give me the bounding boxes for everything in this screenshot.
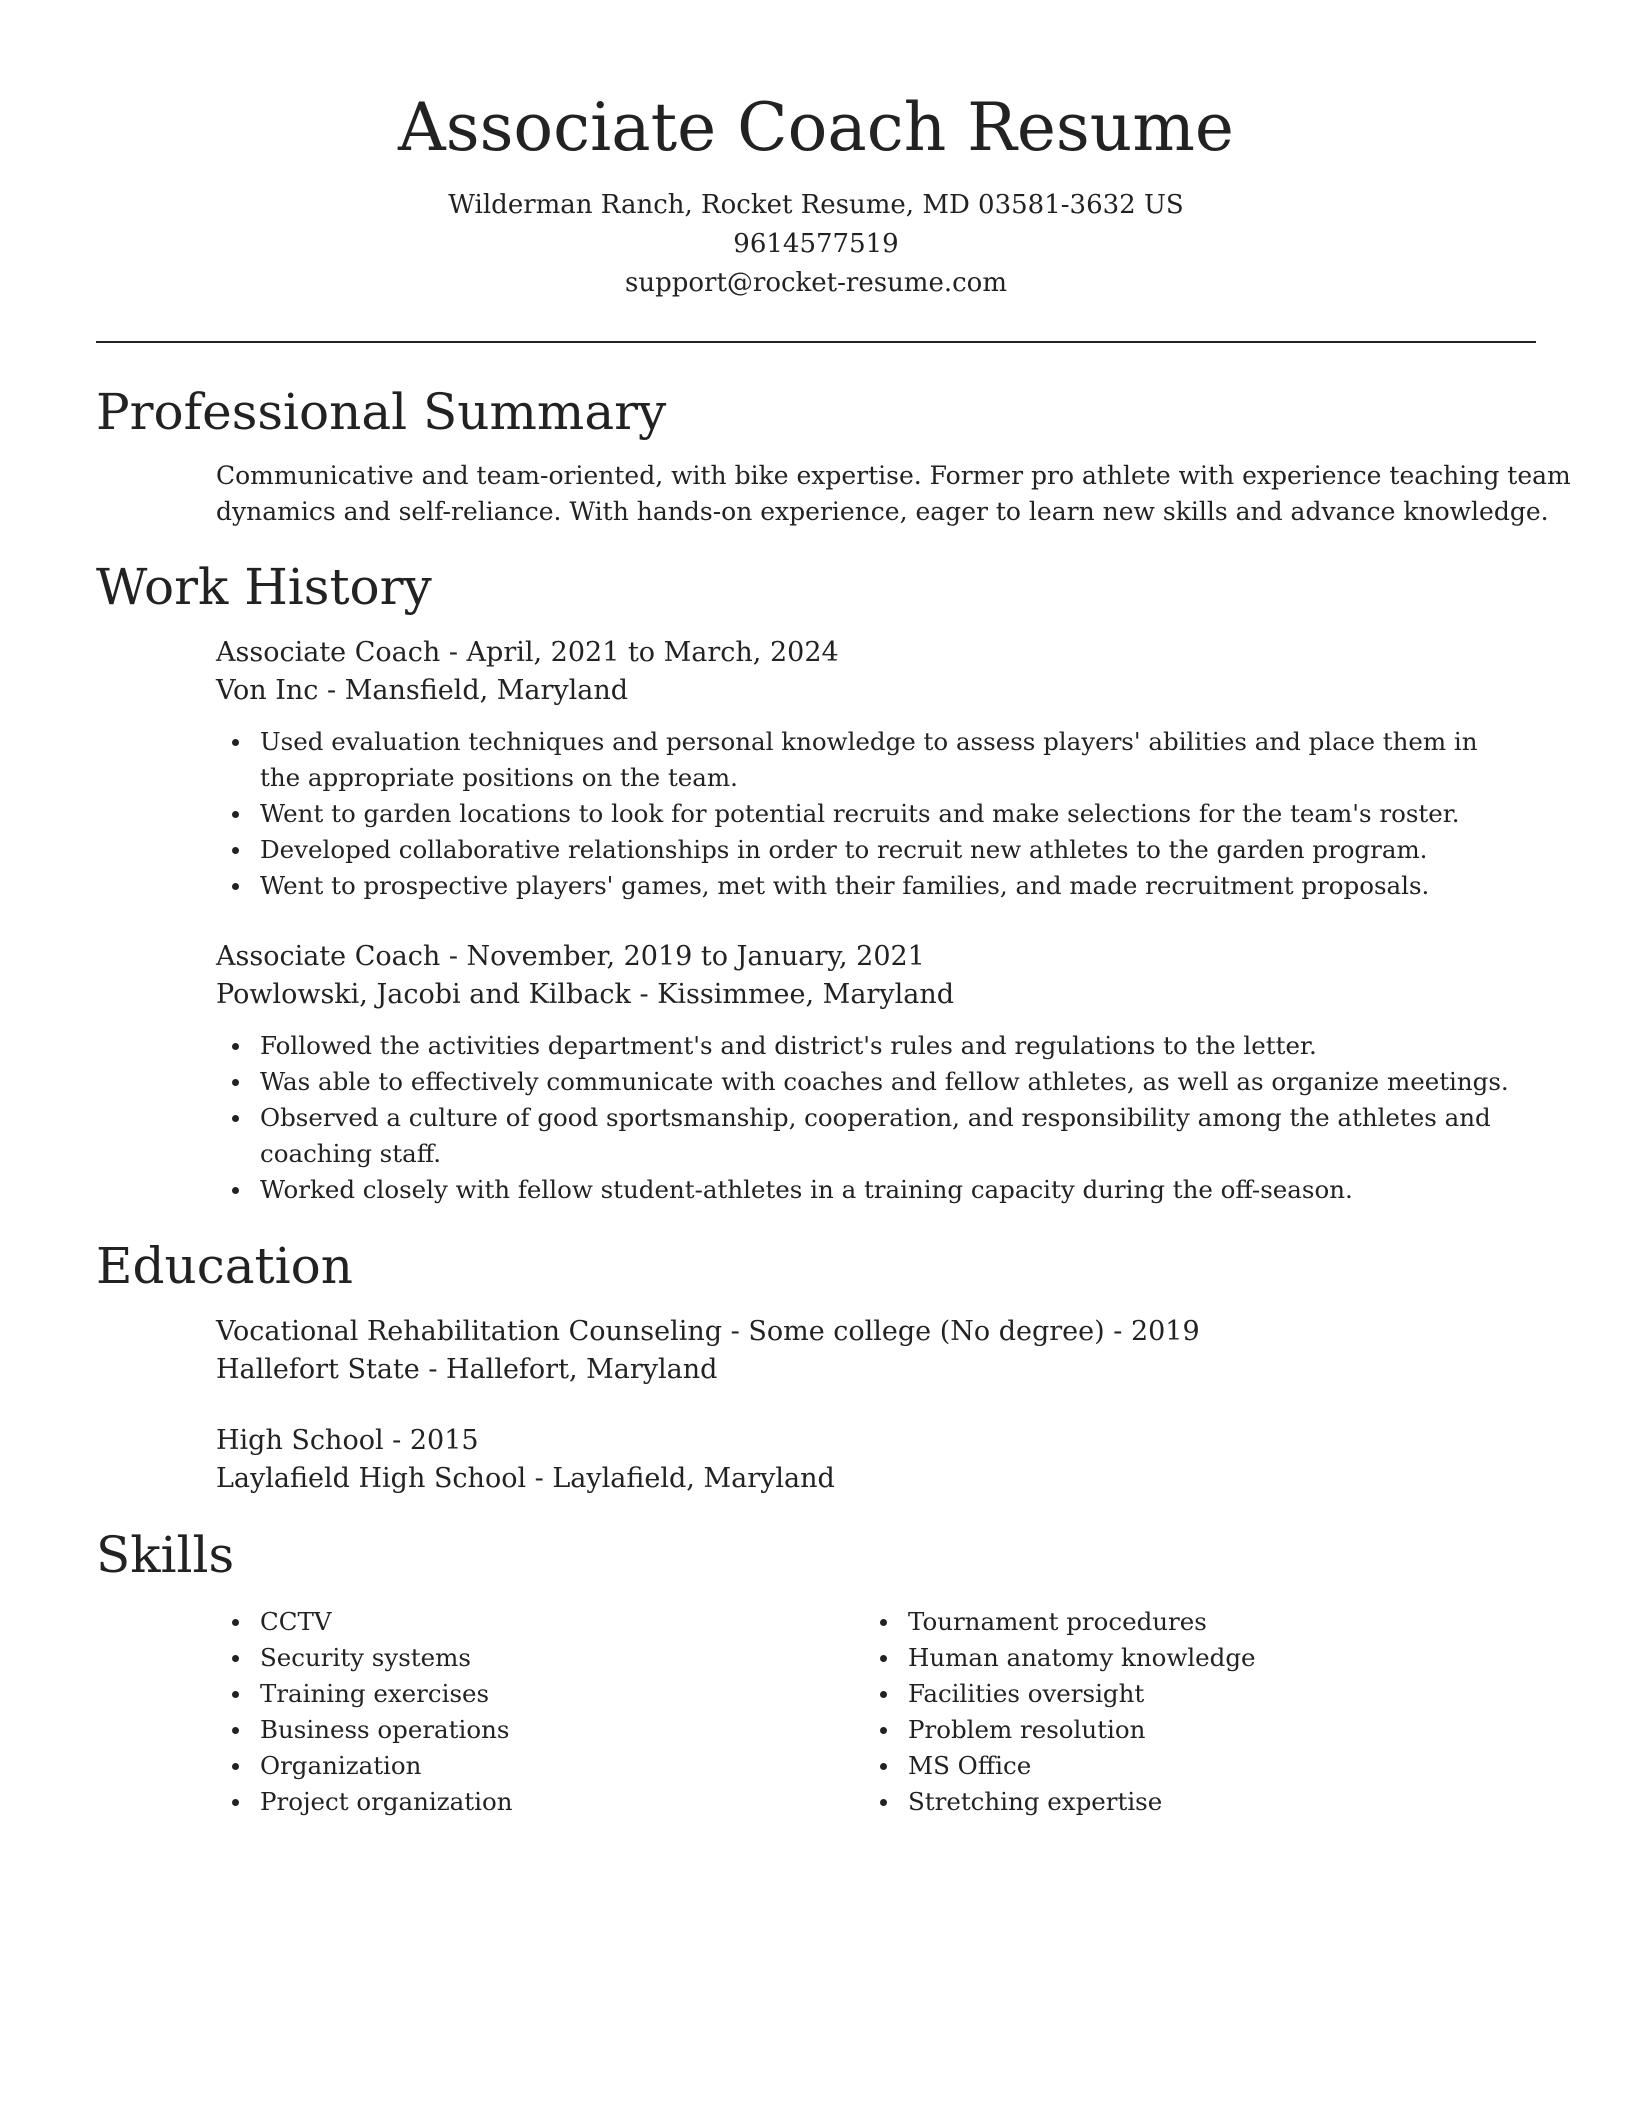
skill-item: Business operations (216, 1712, 836, 1748)
skill-item: Facilities oversight (864, 1676, 1484, 1712)
phone: 9614577519 (733, 229, 899, 259)
skill-item: Problem resolution (864, 1712, 1484, 1748)
school-line: Hallefort State - Hallefort, Maryland (216, 1354, 718, 1385)
list-item: Worked closely with fellow student-athletes in a training capacity during the off-season. (216, 1172, 1516, 1208)
skill-item: Human anatomy knowledge (864, 1640, 1484, 1676)
list-item: Went to prospective players' games, met with their families, and made recruitment proposals. (216, 868, 1516, 904)
job-title-line: Associate Coach - November, 2019 to January, 2021 (216, 941, 925, 972)
job-company-line: Von Inc - Mansfield, Maryland (216, 675, 629, 706)
skill-item: Tournament procedures (864, 1604, 1484, 1640)
resume-header (96, 84, 1536, 303)
contact-info (96, 186, 1536, 303)
job-duties (216, 724, 1516, 904)
list-item: Was able to effectively communicate with coaches and fellow athletes, as well as organize meetings. (216, 1064, 1516, 1100)
job-company-line: Powlowski, Jacobi and Kilback - Kissimmee, Maryland (216, 979, 954, 1010)
list-item: Used evaluation techniques and personal knowledge to assess players' abilities and place them in the appropriate positions on the team. (216, 724, 1516, 796)
summary-line: dynamics and self-reliance. With hands-on experience, eager to learn new skills and advance knowledge. (216, 497, 1549, 526)
skill-item: Security systems (216, 1640, 836, 1676)
education-heading: Education (96, 1237, 353, 1295)
list-item: Followed the activities department's and district's rules and regulations to the letter. (216, 1028, 1516, 1064)
education-entry (216, 1313, 1516, 1389)
list-item: Observed a culture of good sportsmanship, cooperation, and responsibility among the athletes and coaching staff. (216, 1100, 1516, 1172)
job-entry (216, 938, 1516, 1208)
skill-item: Organization (216, 1748, 836, 1784)
job-duties (216, 1028, 1516, 1208)
header-divider (96, 341, 1536, 343)
job-entry (216, 634, 1516, 904)
address: Wilderman Ranch, Rocket Resume, MD 03581-3632 US (448, 190, 1184, 220)
skill-item: Project organization (216, 1784, 836, 1820)
degree-line: Vocational Rehabilitation Counseling - Some college (No degree) - 2019 (216, 1316, 1200, 1347)
job-title-line: Associate Coach - April, 2021 to March, 2024 (216, 637, 839, 668)
email: support@rocket-resume.com (624, 268, 1007, 298)
summary-line: Communicative and team-oriented, with bike expertise. Former pro athlete with experience teaching team (216, 461, 1571, 490)
skill-item: MS Office (864, 1748, 1484, 1784)
list-item: Went to garden locations to look for potential recruits and make selections for the team's roster. (216, 796, 1516, 832)
education-entry (216, 1422, 1516, 1498)
skills-list-right (864, 1604, 1484, 1820)
summary-text (216, 458, 1571, 530)
skill-item: CCTV (216, 1604, 836, 1640)
school-line: Laylafield High School - Laylafield, Maryland (216, 1463, 835, 1494)
skill-item: Training exercises (216, 1676, 836, 1712)
resume-title: Associate Coach Resume (398, 89, 1234, 166)
list-item: Developed collaborative relationships in order to recruit new athletes to the garden program. (216, 832, 1516, 868)
skills-heading: Skills (96, 1526, 235, 1584)
degree-line: High School - 2015 (216, 1425, 479, 1456)
work-history-heading: Work History (96, 558, 432, 616)
skill-item: Stretching expertise (864, 1784, 1484, 1820)
skills-list-left (216, 1604, 836, 1820)
summary-heading: Professional Summary (96, 383, 667, 441)
